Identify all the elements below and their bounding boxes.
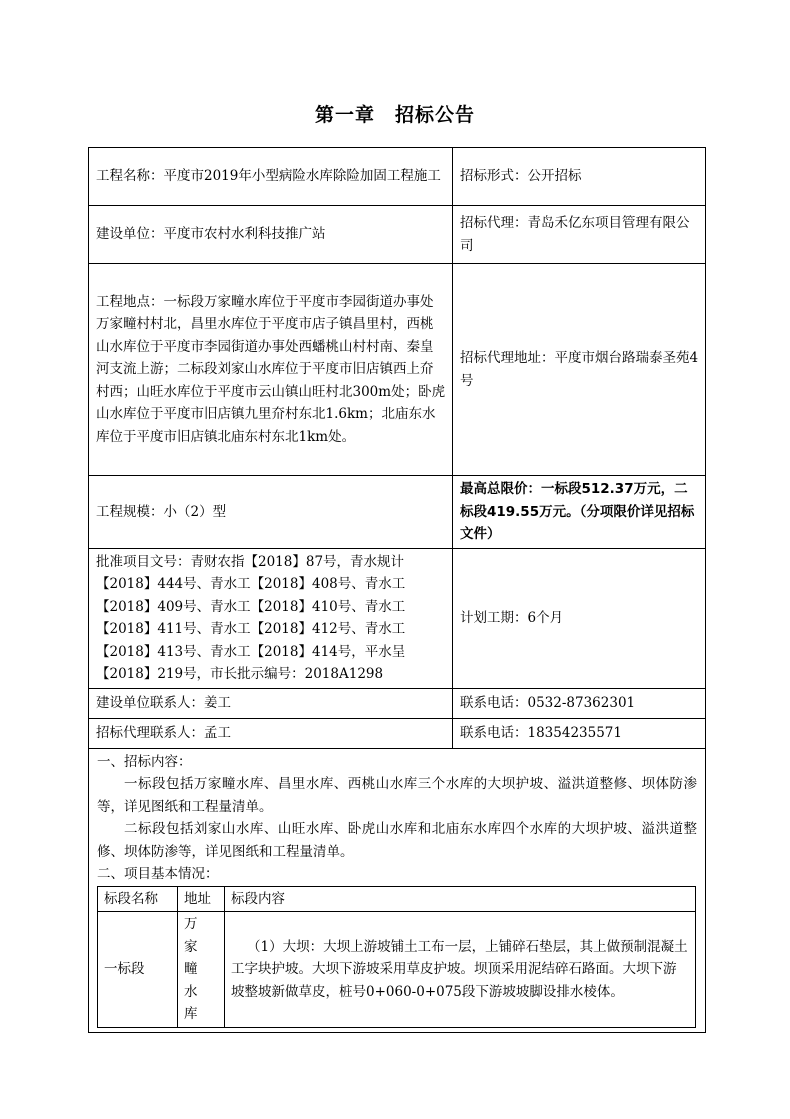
column-header: 地址 — [178, 886, 225, 912]
agent-address-cell: 招标代理地址：平度市烟台路瑞泰圣苑4号 — [453, 264, 706, 476]
lot-table-row — [98, 912, 696, 1028]
agent-phone-cell: 联系电话：18354235571 — [453, 718, 706, 748]
lot-name-cell: 一标段 — [98, 912, 178, 1028]
column-header: 标段内容 — [225, 886, 696, 912]
table-row — [89, 688, 706, 718]
agent-contact-cell: 招标代理联系人：孟工 — [89, 718, 453, 748]
table-row — [89, 548, 706, 688]
builder-phone-cell: 联系电话：0532-87362301 — [453, 688, 706, 718]
tender-content-cell — [89, 748, 706, 1032]
table-row — [89, 718, 706, 748]
section2-title: 二、项目基本情况： — [97, 866, 219, 882]
lot-table-header-row — [98, 886, 696, 912]
project-name-cell: 工程名称：平度市2019年小型病险水库除险加固工程施工 — [89, 148, 453, 206]
section1-paragraph: 二标段包括刘家山水库、山旺水库、卧虎山水库和北庙东水库四个水库的大坝护坡、溢洪道整修、坝体防渗等，详见图纸和工程量清单。 — [97, 821, 697, 860]
page-title: 第一章 招标公告 — [314, 104, 475, 126]
location-cell: 工程地点：一标段万家疃水库位于平度市李园街道办事处万家疃村村北，昌里水库位于平度市店子镇昌里村，西桃山水库位于平度市李园街道办事处西蟠桃山村村南、秦皇河支流上游；二标段刘家山水库位于平度市旧店镇西上夼村西；山旺水库位于平度市云山镇山旺村北300m处；卧虎山水库位于平度市旧店镇九里夼村东北1.6km；北庙东水库位于平度市旧店镇北庙东村东北1km处。 — [89, 264, 453, 476]
lot-content-cell: （1）大坝：大坝上游坡铺土工布一层，上铺碎石垫层，其上做预制混凝土工字块护坡。大坝下游坡采用草皮护坡。坝顶采用泥结碎石路面。大坝下游坡整坡新做草皮，桩号0+060-0+075段下游坡坡脚设排水棱体。 — [225, 912, 696, 1028]
table-row — [89, 264, 706, 476]
bid-form-cell: 招标形式：公开招标 — [453, 148, 706, 206]
section1-paragraph: 一标段包括万家疃水库、昌里水库、西桃山水库三个水库的大坝护坡、溢洪道整修、坝体防渗等，详见图纸和工程量清单。 — [97, 776, 697, 815]
scale-cell: 工程规模：小（2）型 — [89, 476, 453, 549]
tender-info-table — [88, 147, 706, 1033]
lot-table — [97, 886, 696, 1028]
table-row — [89, 148, 706, 206]
builder-contact-cell: 建设单位联系人：姜工 — [89, 688, 453, 718]
builder-cell: 建设单位：平度市农村水利科技推广站 — [89, 206, 453, 264]
column-header: 标段名称 — [98, 886, 178, 912]
table-row — [89, 476, 706, 549]
max-price-cell: 最高总限价：一标段512.37万元，二标段419.55万元。（分项限价详见招标文件） — [453, 476, 706, 549]
period-cell: 计划工期：6个月 — [453, 548, 706, 688]
section1-title: 一、招标内容： — [97, 753, 192, 770]
approval-docs-cell: 批准项目文号：青财农指【2018】87号，青水规计【2018】444号、青水工【2018】408号、青水工【2018】409号、青水工【2018】410号、青水工【2018】411号、青水工【2018】412号、青水工【2018】413号、青水工【2018】414号，平水呈【2018】219号，市长批示编号：2018A1298 — [89, 548, 453, 688]
agent-cell: 招标代理：青岛禾亿东项目管理有限公司 — [453, 206, 706, 264]
table-row — [89, 748, 706, 1032]
lot-address-cell: 万家疃水库 — [178, 912, 225, 1028]
table-row — [89, 206, 706, 264]
